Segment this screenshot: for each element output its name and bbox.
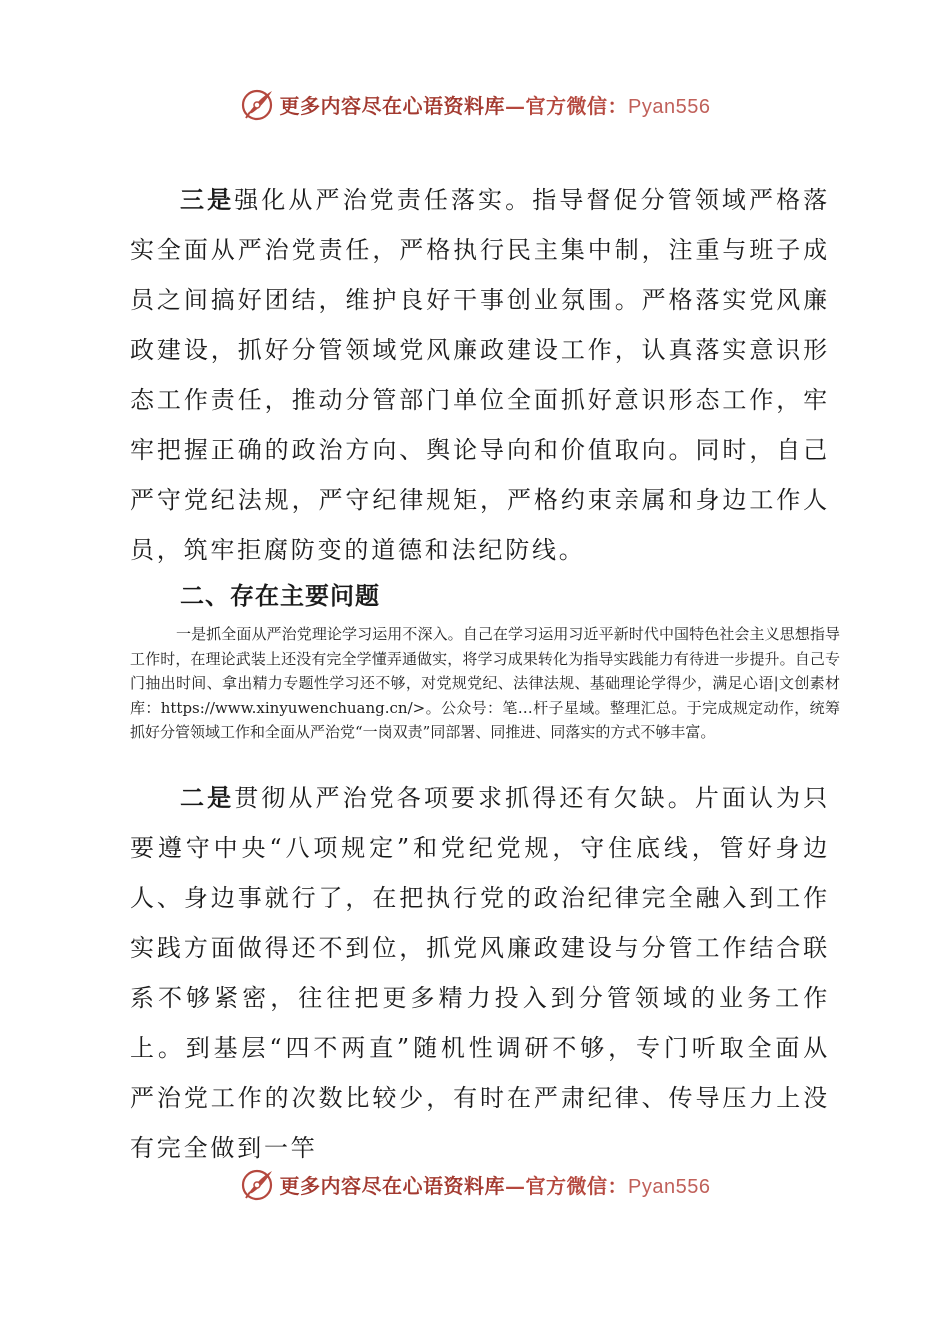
paragraph-body: 强化从严治党责任落实。指导督促分管领域严格落实全面从严治党责任，严格执行民主集中制，注重与班子成员之间搞好团结，维护良好干事创业氛围。严格落实党风廉政建设，抓好分管领域党风廉政建设工作，认真落实意识形态工作责任，推动分管部门单位全面抓好意识形态工作，牢牢把握正确的政治方向、舆论导向和价值取向。同时，自己严守党纪法规，严守纪律规矩，严格约束亲属和身边工作人员，筑牢拒腐防变的道德和法纪防线。 — [130, 186, 830, 564]
section-heading: 二、存在主要问题 — [180, 582, 380, 610]
header-banner-text — [280, 90, 711, 119]
banner-separator: — — [505, 93, 526, 118]
quill-pen-logo-icon — [240, 86, 276, 122]
paragraph-responsibility — [130, 175, 830, 575]
paragraph-discipline — [130, 773, 830, 1173]
wechat-id: Pyan556 — [628, 1175, 711, 1198]
footer-banner-text — [280, 1170, 711, 1199]
quill-pen-logo-icon — [240, 1166, 276, 1202]
site-name: 更多内容尽在心语资料库 — [279, 93, 506, 118]
paragraph-lead: 三是 — [180, 186, 235, 214]
header-banner — [0, 82, 950, 126]
paragraph-lead: 二是 — [180, 784, 235, 812]
banner-separator: — — [505, 1173, 526, 1198]
site-name: 更多内容尽在心语资料库 — [279, 1173, 506, 1198]
wechat-label: 官方微信： — [525, 93, 629, 118]
paragraph-body: 贯彻从严治党各项要求抓得还有欠缺。片面认为只要遵守中央“八项规定”和党纪党规，守住底线，管好身边人、身边事就行了，在把执行党的政治纪律完全融入到工作实践方面做得还不到位，抓党风廉政建设与分管工作结合联系不够紧密，往往把更多精力投入到分管领域的业务工作上。到基层“四不两直”随机性调研不够，专门听取全面从严治党工作的次数比较少，有时在严肃纪律、传导压力上没有完全做到一竿 — [130, 784, 830, 1162]
wechat-label: 官方微信： — [525, 1173, 629, 1198]
footer-banner — [0, 1162, 950, 1206]
paragraph-theory-study: 一是抓全面从严治党理论学习运用不深入。自己在学习运用习近平新时代中国特色社会主义思想指导工作时，在理论武装上还没有完全学懂弄通做实，将学习成果转化为指导实践能力有待进一步提升。自己专门抽出时间、拿出精力专题性学习还不够，对党规党纪、法律法规、基础理论学得少，满足心语|文创素材库：https://www.xinyuwenchuang.cn/>。公众号：笔…杆子星域。整理汇总。于完成规定动作，统筹抓好分管领域工作和全面从严治党“一岗双责”同部署、同推进、同落实的方式不够丰富。 — [130, 625, 840, 742]
wechat-id: Pyan556 — [628, 95, 711, 118]
